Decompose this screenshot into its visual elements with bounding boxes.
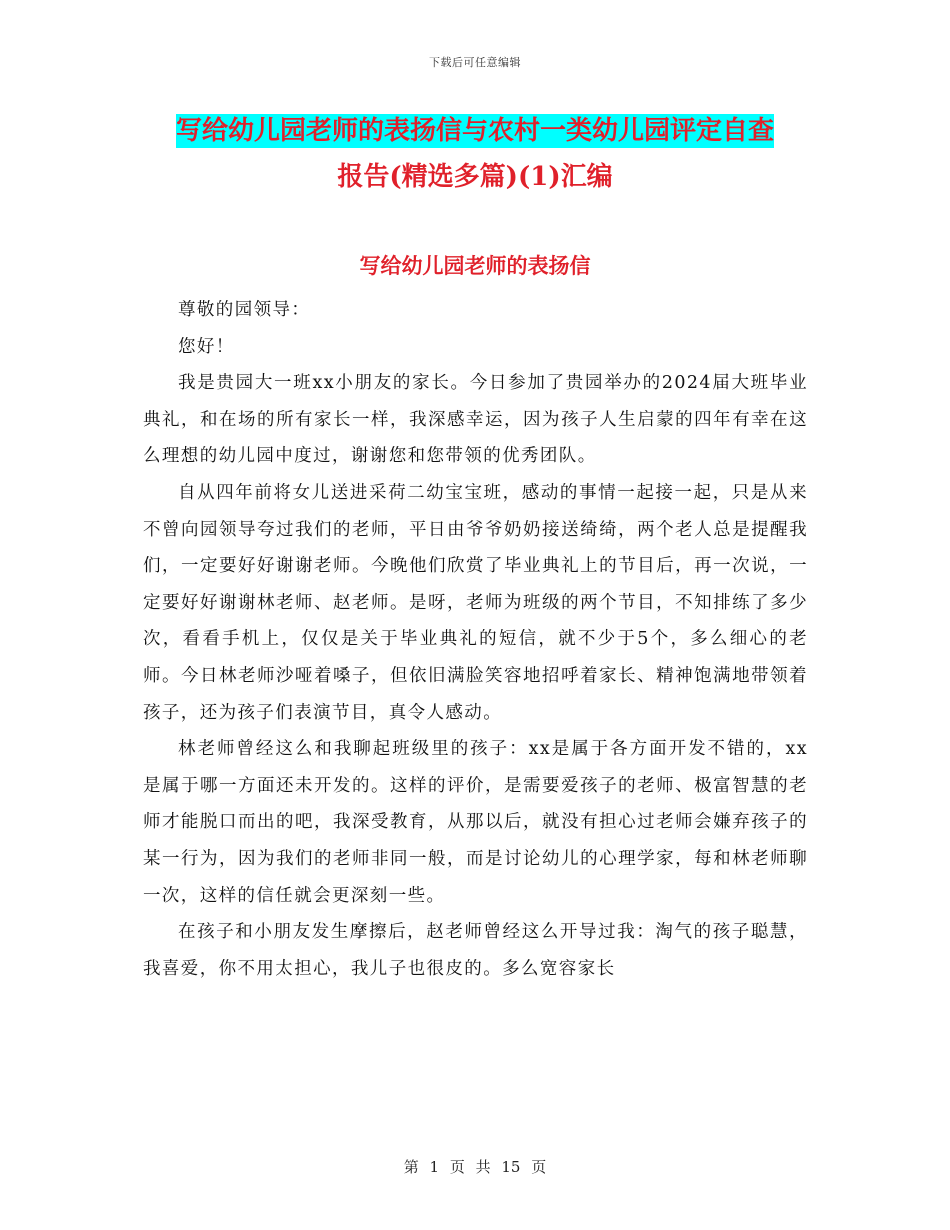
- greeting: 您好！: [178, 336, 235, 357]
- document-title-line-2: 报告(精选多篇)(1)汇编: [337, 162, 613, 192]
- salutation: 尊敬的园领导：: [178, 300, 311, 320]
- paragraph: 我是贵园大一班xx小朋友的家长。今日参加了贵园举办的2024届大班毕业典礼，和在场的所有家长一样，我深感幸运，因为孩子人生启蒙的四年有幸在这么理想的幼儿园中度过，谢谢您和您带领的优秀团队。: [143, 373, 808, 467]
- header-note: 下载后可任意编辑: [429, 56, 521, 69]
- letter-body: [143, 292, 808, 987]
- document-title: [130, 108, 820, 200]
- paragraph: 在孩子和小朋友发生摩擦后，赵老师曾经这么开导过我：淘气的孩子聪慧，我喜爱，你不用太担心，我儿子也很皮的。多么宽容家长: [143, 922, 808, 979]
- paragraph: 自从四年前将女儿送进采荷二幼宝宝班，感动的事情一起接一起，只是从来不曾向园领导夸过我们的老师，平日由爷爷奶奶接送绮绮，两个老人总是提醒我们，一定要好好谢谢老师。今晚他们欣赏了毕业典礼上的节目后，再一次说，一定要好好谢谢林老师、赵老师。是呀，老师为班级的两个节目，不知排练了多少次，看看手机上，仅仅是关于毕业典礼的短信，就不少于5个，多么细心的老师。今日林老师沙哑着嗓子，但依旧满脸笑容地招呼着家长、精神饱满地带领着孩子，还为孩子们表演节目，真令人感动。: [143, 482, 808, 723]
- document-title-line-1: 写给幼儿园老师的表扬信与农村一类幼儿园评定自查: [175, 116, 774, 146]
- section-title: 写给幼儿园老师的表扬信: [359, 253, 591, 278]
- paragraph: 林老师曾经这么和我聊起班级里的孩子：xx是属于各方面开发不错的，xx是属于哪一方面还未开发的。这样的评价，是需要爱孩子的老师、极富智慧的老师才能脱口而出的吧，我深受教育，从那以后，就没有担心过老师会嫌弃孩子的某一行为，因为我们的老师非同一般，而是讨论幼儿的心理学家，每和林老师聊一次，这样的信任就会更深刻一些。: [143, 739, 808, 906]
- page-number-footer: 第 1 页 共 15 页: [403, 1158, 547, 1176]
